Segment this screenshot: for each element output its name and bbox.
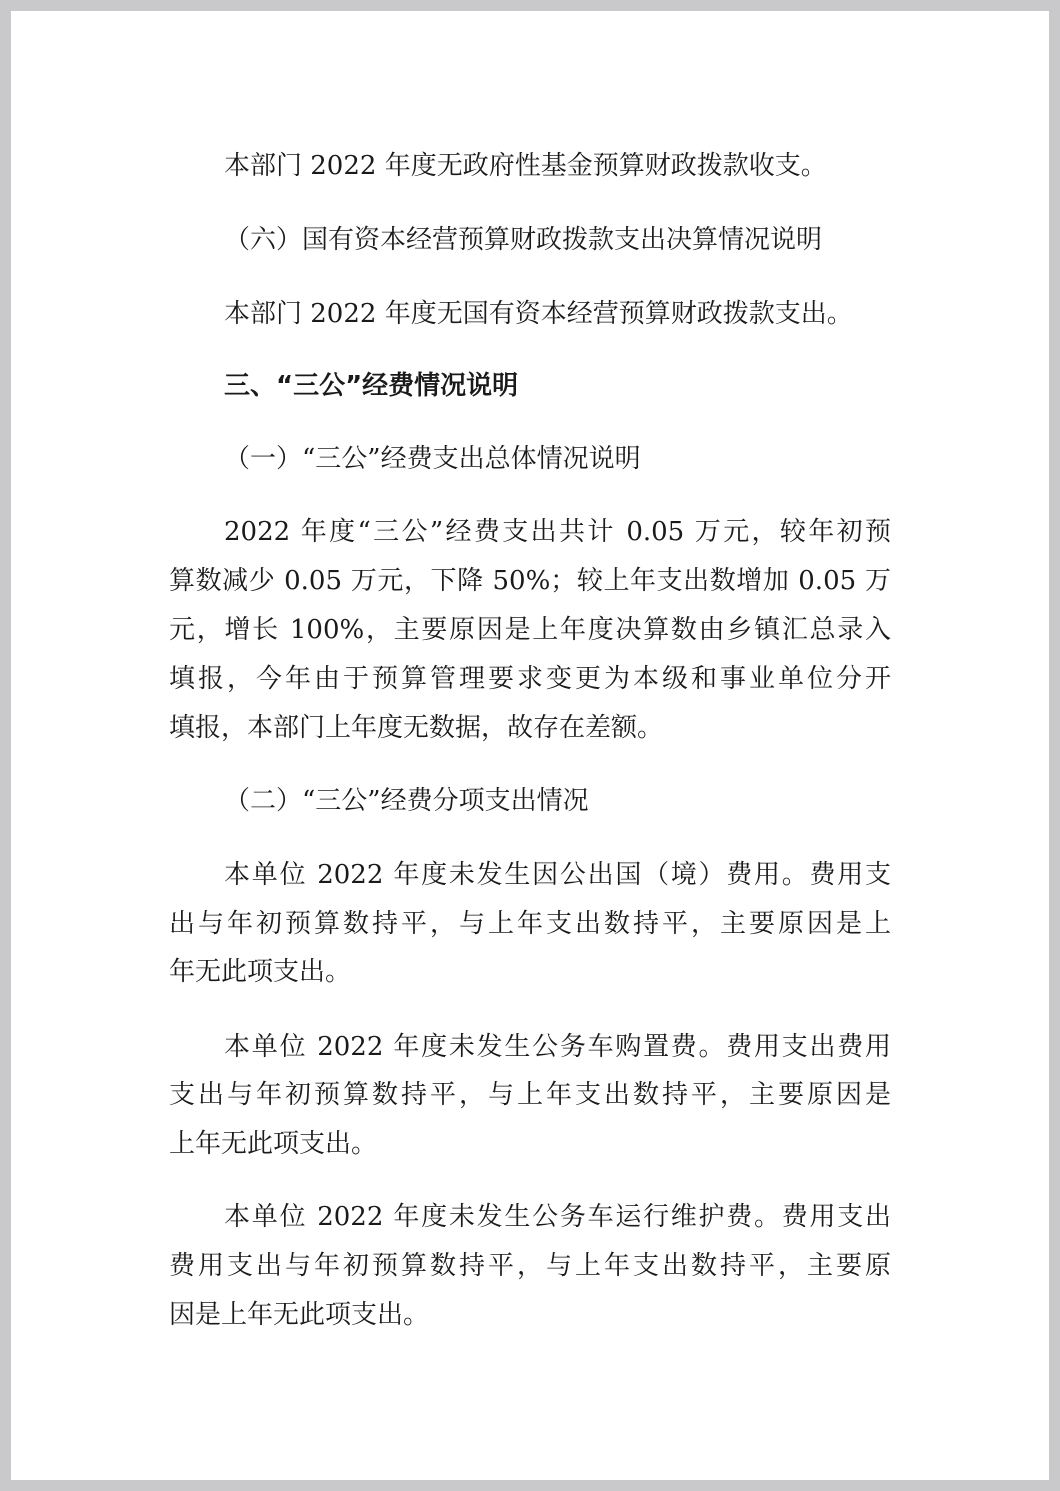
section-heading-state-capital: （六）国有资本经营预算财政拨款支出决算情况说明 xyxy=(224,225,823,255)
paragraph-line: 上年无此项支出。 xyxy=(169,1129,378,1159)
section-heading-three-public: 三、“三公”经费情况说明 xyxy=(224,371,519,401)
paragraph-line: 填报，本部门上年度无数据，故存在差额。 xyxy=(169,713,664,743)
paragraph-line: 支出与年初预算数持平，与上年支出数持平，主要原因是 xyxy=(169,1080,891,1110)
paragraph-line: 年无此项支出。 xyxy=(169,957,352,987)
subheading-itemized: （二）“三公”经费分项支出情况 xyxy=(224,786,589,816)
paragraph-no-fund-budget: 本部门 2022 年度无政府性基金预算财政拨款收支。 xyxy=(224,151,827,181)
paragraph-line: 因是上年无此项支出。 xyxy=(169,1300,430,1330)
paragraph-line: 填报，今年由于预算管理要求变更为本级和事业单位分开 xyxy=(169,664,891,694)
paragraph-line: 元，增长 100%，主要原因是上年度决算数由乡镇汇总录入 xyxy=(169,615,891,645)
document-page xyxy=(11,11,1049,1480)
paragraph-line: 费用支出与年初预算数持平，与上年支出数持平，主要原 xyxy=(169,1251,891,1281)
paragraph-no-state-capital: 本部门 2022 年度无国有资本经营预算财政拨款支出。 xyxy=(224,299,853,329)
subheading-overall: （一）“三公”经费支出总体情况说明 xyxy=(224,444,641,474)
paragraph-line: 本单位 2022 年度未发生因公出国（境）费用。费用支 xyxy=(224,860,891,890)
paragraph-line: 本单位 2022 年度未发生公务车购置费。费用支出费用 xyxy=(224,1032,891,1062)
paragraph-line: 2022 年度“三公”经费支出共计 0.05 万元，较年初预 xyxy=(224,517,891,547)
paragraph-line: 本单位 2022 年度未发生公务车运行维护费。费用支出 xyxy=(224,1202,891,1232)
paragraph-line: 算数减少 0.05 万元，下降 50%；较上年支出数增加 0.05 万 xyxy=(169,566,891,596)
paragraph-line: 出与年初预算数持平，与上年支出数持平，主要原因是上 xyxy=(169,909,891,939)
